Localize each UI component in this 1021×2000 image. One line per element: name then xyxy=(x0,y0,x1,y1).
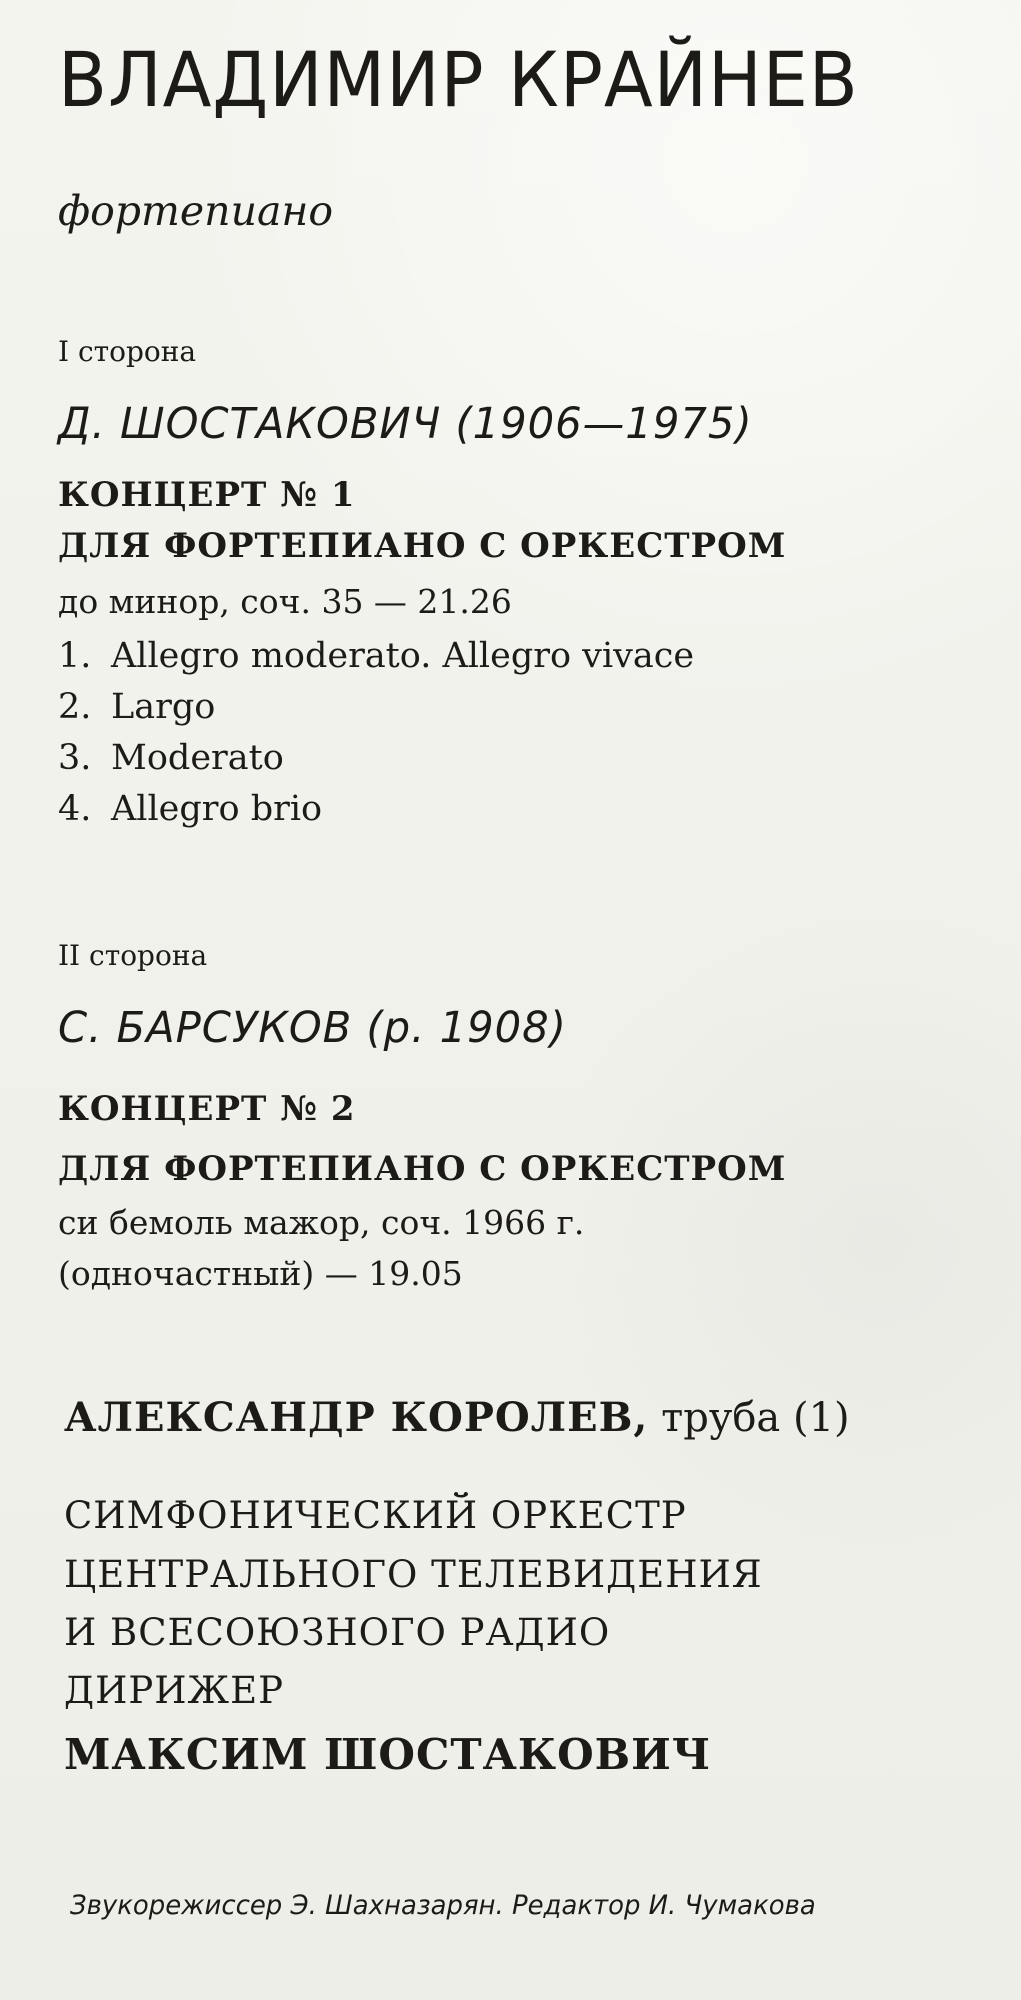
orchestra-line: ЦЕНТРАЛЬНОГО ТЕЛЕВИДЕНИЯ xyxy=(64,1553,763,1596)
movement-item xyxy=(58,636,695,690)
movement-title: Allegro brio xyxy=(111,789,323,829)
instrument: фортепиано xyxy=(58,187,334,235)
movement-list xyxy=(58,636,695,843)
side-two-work-duration: (одночастный) — 19.05 xyxy=(58,1254,463,1293)
conductor-label: ДИРИЖЕР xyxy=(64,1669,284,1712)
movement-item xyxy=(58,687,694,741)
movement-number: 3. xyxy=(58,738,92,778)
side-two-work-subtitle: ДЛЯ ФОРТЕПИАНО С ОРКЕСТРОМ xyxy=(58,1149,787,1189)
side-two-work-title: КОНЦЕРТ № 2 xyxy=(58,1089,356,1129)
orchestra-line: И ВСЕСОЮЗНОГО РАДИО xyxy=(64,1611,611,1654)
movement-item xyxy=(58,738,694,792)
movement-title: Allegro moderato. Allegro vivace xyxy=(111,636,695,676)
movement-title: Moderato xyxy=(111,738,284,778)
side-two-label: II сторона xyxy=(58,939,208,972)
side-one-work-subtitle: ДЛЯ ФОРТЕПИАНО С ОРКЕСТРОМ xyxy=(58,526,787,566)
conductor-name: МАКСИМ ШОСТАКОВИЧ xyxy=(64,1730,712,1779)
side-two-work-details: си бемоль мажор, соч. 1966 г. xyxy=(58,1203,585,1242)
orchestra-line: СИМФОНИЧЕСКИЙ ОРКЕСТР xyxy=(64,1494,687,1537)
soloist-role: труба (1) xyxy=(661,1395,850,1441)
side-one-composer: Д. ШОСТАКОВИЧ (1906—1975) xyxy=(58,399,753,449)
movement-number: 4. xyxy=(58,789,92,829)
side-two-composer: С. БАРСУКОВ (р. 1908) xyxy=(58,1003,567,1053)
side-one-work-details: до минор, соч. 35 — 21.26 xyxy=(58,582,512,621)
movement-item xyxy=(58,789,694,843)
movement-title: Largo xyxy=(111,687,216,727)
movement-number: 2. xyxy=(58,687,92,727)
movement-number: 1. xyxy=(58,636,92,676)
soloist-credit xyxy=(64,1394,850,1441)
side-one-label: I сторона xyxy=(58,335,197,368)
artist-name: ВЛАДИМИР КРАЙНЕВ xyxy=(58,35,859,124)
production-credits: Звукорежиссер Э. Шахназарян. Редактор И. Чумакова xyxy=(70,1890,816,1921)
soloist-name: АЛЕКСАНДР КОРОЛЕВ, xyxy=(64,1394,649,1441)
side-one-work-title: КОНЦЕРТ № 1 xyxy=(58,475,356,515)
